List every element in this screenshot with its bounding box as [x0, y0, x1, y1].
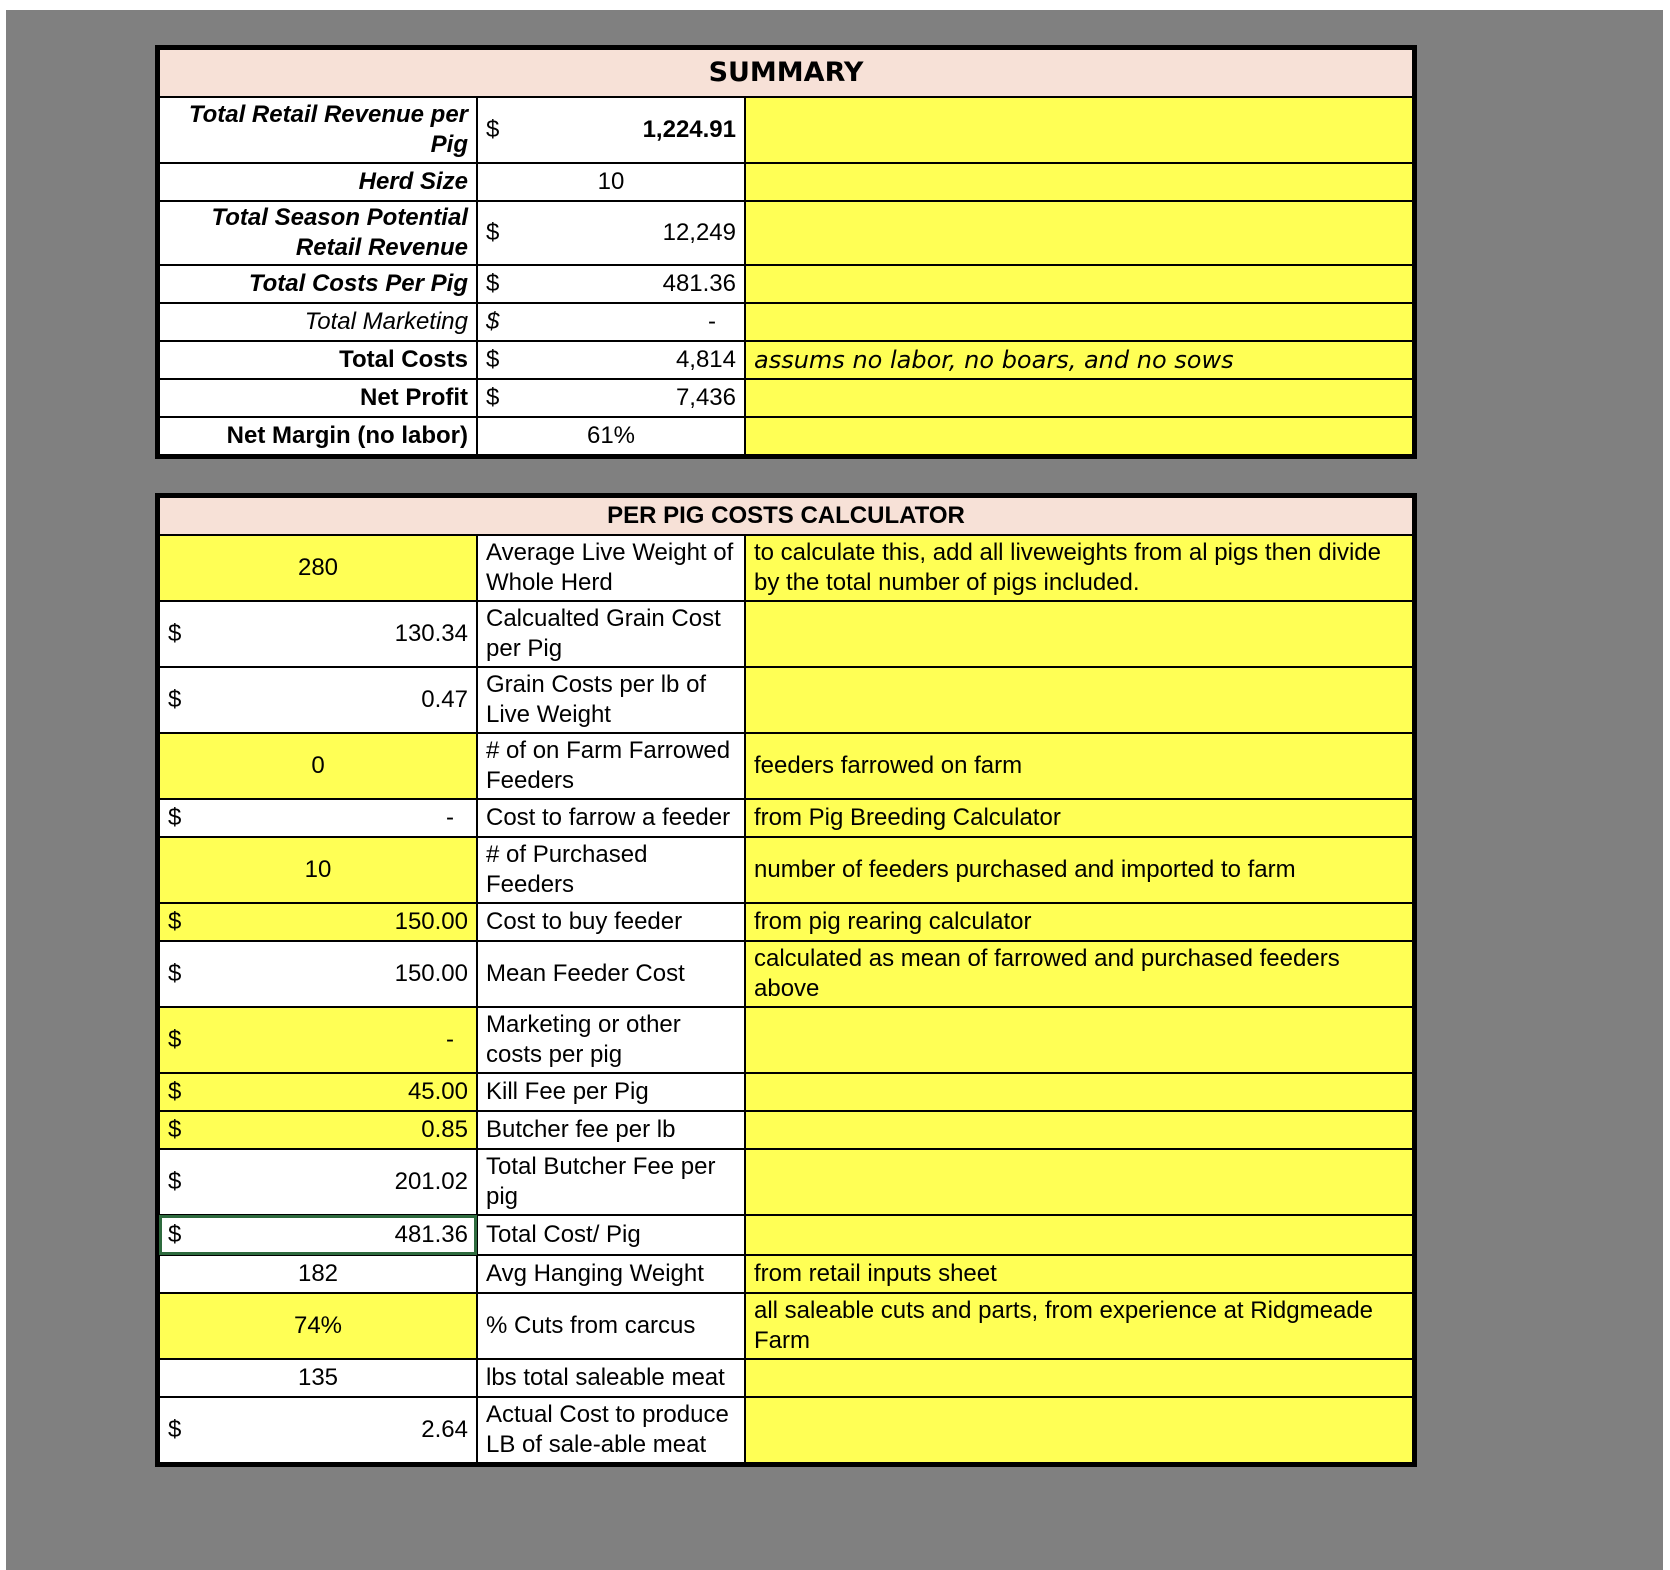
- currency-symbol: $: [168, 908, 182, 935]
- calc-note-cell[interactable]: from retail inputs sheet: [745, 1255, 1413, 1293]
- summary-label-cell[interactable]: Total Costs Per Pig: [159, 265, 477, 303]
- calc-note-cell[interactable]: [745, 1397, 1413, 1463]
- summary-label-cell[interactable]: Total Marketing: [159, 303, 477, 341]
- calc-label-cell[interactable]: Cost to buy feeder: [477, 903, 745, 941]
- summary-note-cell[interactable]: [745, 379, 1413, 417]
- summary-label-cell[interactable]: Net Margin (no labor): [159, 417, 477, 455]
- currency-symbol: $: [168, 620, 182, 647]
- summary-note-cell[interactable]: [745, 163, 1413, 201]
- calc-label-cell[interactable]: # of on Farm Farrowed Feeders: [477, 733, 745, 799]
- calc-label-cell[interactable]: Marketing or other costs per pig: [477, 1007, 745, 1073]
- calc-note-cell[interactable]: [745, 1007, 1413, 1073]
- currency-symbol: $: [168, 1416, 182, 1443]
- currency-symbol: $: [168, 1221, 182, 1248]
- calc-value-cell[interactable]: [159, 941, 477, 1007]
- calc-note-cell[interactable]: [745, 601, 1413, 667]
- calc-label-cell[interactable]: Kill Fee per Pig: [477, 1073, 745, 1111]
- calc-label-cell[interactable]: Avg Hanging Weight: [477, 1255, 745, 1293]
- calc-value-cell[interactable]: [159, 799, 477, 837]
- currency-symbol: $: [486, 219, 500, 246]
- calc-value: -: [446, 804, 454, 831]
- summary-value-cell[interactable]: [477, 379, 745, 417]
- calc-value-cell[interactable]: [159, 1149, 477, 1215]
- summary-value: 1,224.91: [642, 116, 736, 143]
- currency-symbol: $: [168, 1168, 182, 1195]
- calc-label-cell[interactable]: lbs total saleable meat: [477, 1359, 745, 1397]
- calc-value-cell[interactable]: [159, 601, 477, 667]
- calc-label-cell[interactable]: Actual Cost to produce LB of sale-able meat: [477, 1397, 745, 1463]
- currency-symbol: $: [168, 1078, 182, 1105]
- currency-symbol: $: [486, 116, 500, 143]
- calc-label-cell[interactable]: Grain Costs per lb of Live Weight: [477, 667, 745, 733]
- spreadsheet-background: [6, 10, 1663, 1570]
- calc-value-cell[interactable]: 182: [159, 1255, 477, 1293]
- calc-label-cell[interactable]: % Cuts from carcus: [477, 1293, 745, 1359]
- calc-note-cell[interactable]: to calculate this, add all liveweights from al pigs then divide by the total number of pigs included.: [745, 535, 1413, 601]
- currency-symbol: $: [486, 270, 500, 297]
- currency-symbol: $: [486, 346, 500, 373]
- calc-label-cell[interactable]: Butcher fee per lb: [477, 1111, 745, 1149]
- summary-value-cell[interactable]: 61%: [477, 417, 745, 455]
- calc-label-cell[interactable]: Cost to farrow a feeder: [477, 799, 745, 837]
- calc-note-cell[interactable]: [745, 1215, 1413, 1255]
- summary-value: 4,814: [675, 346, 736, 373]
- summary-note-cell[interactable]: [745, 201, 1413, 265]
- summary-value-cell[interactable]: [477, 201, 745, 265]
- calc-note-cell[interactable]: [745, 1359, 1413, 1397]
- summary-note-cell[interactable]: [745, 417, 1413, 455]
- summary-note-cell[interactable]: assums no labor, no boars, and no sows: [745, 341, 1413, 379]
- summary-value: 7,436: [675, 384, 736, 411]
- summary-title: SUMMARY: [159, 49, 1413, 97]
- calc-value-cell[interactable]: [159, 1073, 477, 1111]
- summary-value-cell[interactable]: [477, 303, 745, 341]
- calc-value-cell[interactable]: [159, 903, 477, 941]
- calc-value-cell[interactable]: 0: [159, 733, 477, 799]
- currency-symbol: $: [168, 960, 182, 987]
- calc-value: 201.02: [394, 1168, 468, 1195]
- calc-value: 481.36: [394, 1221, 468, 1248]
- summary-label-cell[interactable]: Total Costs: [159, 341, 477, 379]
- summary-label-cell[interactable]: Herd Size: [159, 163, 477, 201]
- currency-symbol: $: [486, 308, 500, 335]
- calc-label-cell[interactable]: Calcualted Grain Cost per Pig: [477, 601, 745, 667]
- summary-label-cell[interactable]: Net Profit: [159, 379, 477, 417]
- calc-value: -: [446, 1026, 454, 1053]
- calc-label-cell[interactable]: Total Butcher Fee per pig: [477, 1149, 745, 1215]
- calc-label-cell[interactable]: # of Purchased Feeders: [477, 837, 745, 903]
- summary-value-cell[interactable]: 10: [477, 163, 745, 201]
- summary-note-cell[interactable]: [745, 303, 1413, 341]
- calc-label-cell[interactable]: Average Live Weight of Whole Herd: [477, 535, 745, 601]
- currency-symbol: $: [486, 384, 500, 411]
- currency-symbol: $: [168, 804, 182, 831]
- summary-value: 12,249: [662, 219, 736, 246]
- currency-symbol: $: [168, 1116, 182, 1143]
- calc-note-cell[interactable]: calculated as mean of farrowed and purchased feeders above: [745, 941, 1413, 1007]
- summary-note-cell[interactable]: [745, 97, 1413, 163]
- calc-value: 2.64: [421, 1416, 468, 1443]
- calculator-table: [158, 496, 1414, 1464]
- summary-label-cell[interactable]: Total Season Potential Retail Revenue: [159, 201, 477, 265]
- calc-value-cell-selected[interactable]: [159, 1215, 477, 1255]
- calc-value: 150.00: [394, 960, 468, 987]
- calc-note-cell[interactable]: [745, 1111, 1413, 1149]
- calc-note-cell[interactable]: from pig rearing calculator: [745, 903, 1413, 941]
- calc-value-cell[interactable]: [159, 667, 477, 733]
- calc-value-cell[interactable]: 280: [159, 535, 477, 601]
- calc-value-cell[interactable]: [159, 1397, 477, 1463]
- currency-symbol: $: [168, 686, 182, 713]
- calc-value-cell[interactable]: 135: [159, 1359, 477, 1397]
- calc-note-cell[interactable]: from Pig Breeding Calculator: [745, 799, 1413, 837]
- calc-note-cell[interactable]: [745, 667, 1413, 733]
- calc-note-cell[interactable]: number of feeders purchased and imported to farm: [745, 837, 1413, 903]
- calc-value: 0.85: [421, 1116, 468, 1143]
- summary-value-cell[interactable]: [477, 97, 745, 163]
- summary-table: [158, 48, 1414, 456]
- calc-label-cell[interactable]: Mean Feeder Cost: [477, 941, 745, 1007]
- calc-label-cell[interactable]: Total Cost/ Pig: [477, 1215, 745, 1255]
- currency-symbol: $: [168, 1026, 182, 1053]
- summary-value: 481.36: [662, 270, 736, 297]
- summary-label-cell[interactable]: Total Retail Revenue per Pig: [159, 97, 477, 163]
- calc-note-cell[interactable]: [745, 1073, 1413, 1111]
- calc-value: 130.34: [394, 620, 468, 647]
- calc-note-cell[interactable]: all saleable cuts and parts, from experience at Ridgmeade Farm: [745, 1293, 1413, 1359]
- calc-note-cell[interactable]: [745, 1149, 1413, 1215]
- summary-value-cell[interactable]: [477, 265, 745, 303]
- calc-value: 150.00: [394, 908, 468, 935]
- calc-value-cell[interactable]: [159, 1111, 477, 1149]
- calc-value: 45.00: [407, 1078, 468, 1105]
- calculator-title: PER PIG COSTS CALCULATOR: [159, 497, 1413, 535]
- calc-value: 0.47: [421, 686, 468, 713]
- calc-value-cell[interactable]: [159, 1007, 477, 1073]
- calc-value-cell[interactable]: 10: [159, 837, 477, 903]
- calc-note-cell[interactable]: feeders farrowed on farm: [745, 733, 1413, 799]
- summary-value-cell[interactable]: [477, 341, 745, 379]
- summary-note-cell[interactable]: [745, 265, 1413, 303]
- summary-value: -: [708, 308, 716, 335]
- calc-value-cell[interactable]: 74%: [159, 1293, 477, 1359]
